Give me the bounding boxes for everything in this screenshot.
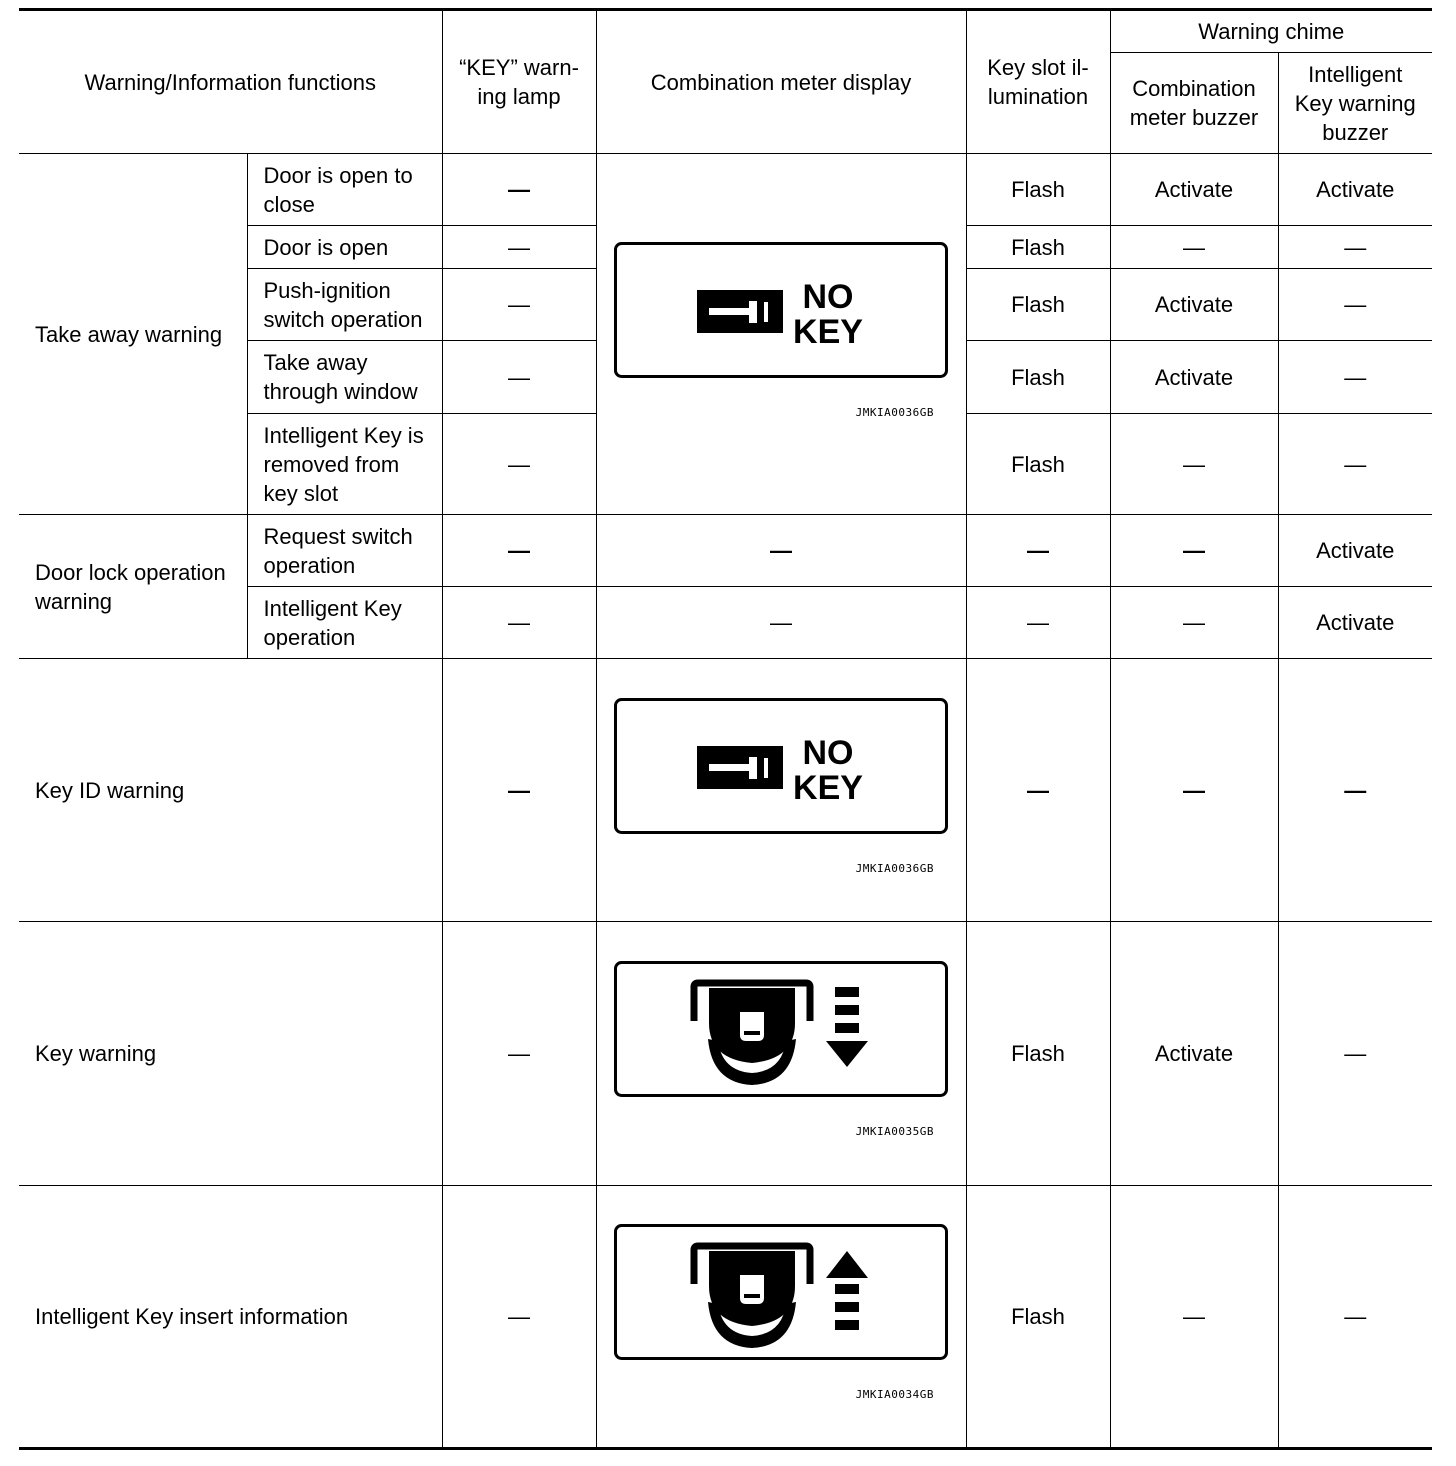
- group-key-id: Key ID warning: [19, 659, 442, 922]
- condition-cell: Intelligent Key operation: [247, 587, 442, 659]
- condition-cell: Request switch operation: [247, 515, 442, 587]
- header-key-slot: Key slot il-lumination: [966, 10, 1110, 154]
- ikey-buzzer-cell: Activate: [1278, 154, 1432, 226]
- meter-buzzer-cell: Activate: [1110, 922, 1278, 1186]
- table-row: [19, 659, 1432, 922]
- lamp-cell: —: [442, 154, 596, 226]
- no-key-text-line1: NO: [802, 277, 854, 316]
- no-key-figure: [614, 242, 948, 427]
- figure-code: JMKIA0036GB: [855, 861, 934, 875]
- slot-cell: Flash: [966, 341, 1110, 414]
- meter-buzzer-cell: —: [1110, 414, 1278, 515]
- ikey-buzzer-cell: Activate: [1278, 587, 1432, 659]
- meter-buzzer-cell: Activate: [1110, 341, 1278, 414]
- figure-code: JMKIA0035GB: [855, 1125, 934, 1138]
- condition-cell: Door is open to close: [247, 154, 442, 226]
- no-key-text-line1: NO: [802, 733, 854, 772]
- meter-buzzer-cell: —: [1110, 226, 1278, 269]
- display-cell: —: [596, 587, 966, 659]
- key-slot-remove-icon: [614, 961, 948, 1097]
- display-cell-no-key: [596, 154, 966, 515]
- condition-cell: Door is open: [247, 226, 442, 269]
- slot-cell: Flash: [966, 154, 1110, 226]
- ikey-buzzer-cell: —: [1278, 226, 1432, 269]
- slot-cell: Flash: [966, 226, 1110, 269]
- table-row: [19, 922, 1432, 1186]
- slot-cell: —: [966, 587, 1110, 659]
- meter-buzzer-cell: Activate: [1110, 154, 1278, 226]
- group-take-away: Take away warning: [19, 154, 247, 515]
- key-warning-figure: [614, 961, 948, 1146]
- condition-cell: Take away through window: [247, 341, 442, 414]
- meter-buzzer-cell: —: [1110, 659, 1278, 922]
- group-insert-info: Intelligent Key insert information: [19, 1186, 442, 1449]
- ikey-buzzer-cell: —: [1278, 414, 1432, 515]
- condition-cell: Intelligent Key is removed from key slot: [247, 414, 442, 515]
- lamp-cell: —: [442, 1186, 596, 1449]
- meter-buzzer-cell: Activate: [1110, 269, 1278, 341]
- no-key-figure: [614, 698, 948, 883]
- slot-cell: Flash: [966, 414, 1110, 515]
- condition-cell: Push-ignition switch operation: [247, 269, 442, 341]
- key-slot-insert-icon: [614, 1224, 948, 1360]
- header-meter-display: Combination meter display: [596, 10, 966, 154]
- ikey-buzzer-cell: —: [1278, 922, 1432, 1186]
- meter-buzzer-cell: —: [1110, 1186, 1278, 1449]
- lamp-cell: —: [442, 341, 596, 414]
- lamp-cell: —: [442, 269, 596, 341]
- no-key-text-line2: KEY: [793, 312, 863, 351]
- insert-info-figure: [614, 1224, 948, 1409]
- lamp-cell: —: [442, 226, 596, 269]
- slot-cell: —: [966, 659, 1110, 922]
- group-key-warning: Key warning: [19, 922, 442, 1186]
- figure-code: JMKIA0036GB: [855, 405, 934, 419]
- table-row: [19, 154, 1432, 226]
- slot-cell: Flash: [966, 922, 1110, 1186]
- lamp-cell: —: [442, 414, 596, 515]
- figure-code: JMKIA0034GB: [855, 1388, 934, 1401]
- display-cell-key-warning: [596, 922, 966, 1186]
- ikey-buzzer-cell: —: [1278, 659, 1432, 922]
- lamp-cell: —: [442, 587, 596, 659]
- display-cell-no-key: [596, 659, 966, 922]
- slot-cell: Flash: [966, 269, 1110, 341]
- header-warning-chime: Warning chime: [1110, 10, 1432, 53]
- table-row: [19, 515, 1432, 587]
- header-ikey-buzzer: Intelligent Key warning buzzer: [1278, 53, 1432, 154]
- no-key-text-line2: KEY: [793, 768, 863, 807]
- group-door-lock: Door lock operation warning: [19, 515, 247, 659]
- lamp-cell: —: [442, 922, 596, 1186]
- no-key-display-icon: [614, 698, 948, 834]
- slot-cell: Flash: [966, 1186, 1110, 1449]
- ikey-buzzer-cell: —: [1278, 269, 1432, 341]
- ikey-buzzer-cell: —: [1278, 1186, 1432, 1449]
- lamp-cell: —: [442, 659, 596, 922]
- header-key-lamp: “KEY” warn-ing lamp: [442, 10, 596, 154]
- lamp-cell: —: [442, 515, 596, 587]
- display-cell-insert: [596, 1186, 966, 1449]
- meter-buzzer-cell: —: [1110, 515, 1278, 587]
- ikey-buzzer-cell: Activate: [1278, 515, 1432, 587]
- warning-function-table: [19, 8, 1432, 1450]
- slot-cell: —: [966, 515, 1110, 587]
- meter-buzzer-cell: —: [1110, 587, 1278, 659]
- header-meter-buzzer: Combination meter buzzer: [1110, 53, 1278, 154]
- no-key-display-icon: [614, 242, 948, 378]
- table-row: [19, 1186, 1432, 1449]
- ikey-buzzer-cell: —: [1278, 341, 1432, 414]
- header-functions: Warning/Information functions: [19, 10, 442, 154]
- display-cell: —: [596, 515, 966, 587]
